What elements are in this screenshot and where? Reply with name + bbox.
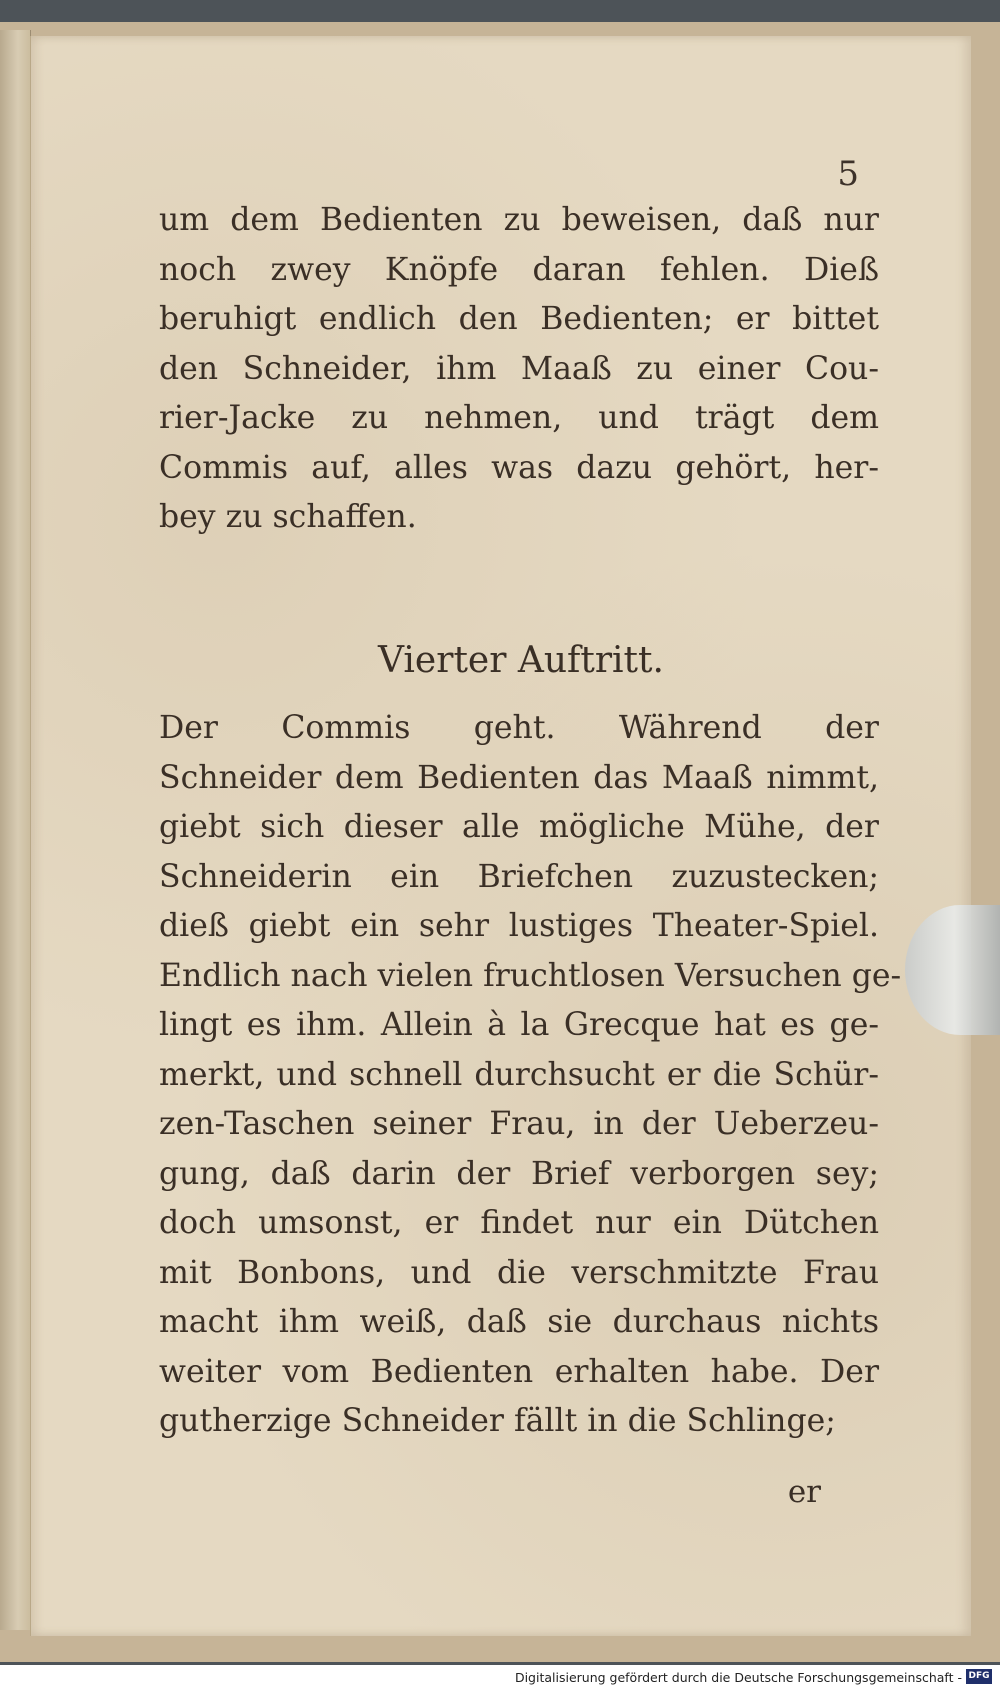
book-page: [30, 36, 971, 1636]
text-line: dieß giebt ein sehr lustiges Theater-Spiel.: [159, 908, 879, 944]
text-line: mit Bonbons, und die verschmitzte Frau: [159, 1254, 879, 1291]
text-line: noch zwey Knöpfe daran fehlen. Dieß: [159, 251, 879, 288]
dfg-logo: DFG: [966, 1669, 992, 1684]
text-line: gung, daß darin der Brief verborgen sey;: [159, 1155, 879, 1192]
text-line: Der Commis geht. Während der: [159, 710, 879, 746]
text-line: weiter vom Bedienten erhalten habe. Der: [159, 1353, 879, 1390]
text-line: macht ihm weiß, daß sie durchaus nichts: [159, 1304, 879, 1340]
text-line: den Schneider, ihm Maaß zu einer Cou-: [159, 350, 879, 387]
text-line: Schneider dem Bedienten das Maaß nimmt,: [159, 759, 879, 796]
scene-paragraph: [159, 704, 902, 1447]
text-line: zen-Taschen seiner Frau, in der Ueberzeu-: [159, 1106, 879, 1142]
text-line: bey zu schaffen.: [159, 499, 417, 535]
text-line: Schneiderin ein Briefchen zuzustecken;: [159, 858, 879, 895]
text-line: beruhigt endlich den Bedienten; er bittet: [159, 301, 879, 337]
text-line: Commis auf, alles was dazu gehört, her-: [159, 449, 879, 486]
page-number: 5: [837, 154, 859, 194]
previous-page-edge: [0, 30, 31, 1630]
catchword: er: [787, 1474, 821, 1510]
text-line: gutherzige Schneider fällt in die Schlinge;: [159, 1403, 836, 1439]
scene-heading: Vierter Auftritt.: [378, 640, 664, 681]
text-line: giebt sich dieser alle mögliche Mühe, der: [159, 809, 879, 845]
paragraph-continuation: [159, 196, 879, 543]
text-line: um dem Bedienten zu beweisen, daß nur: [159, 202, 879, 238]
text-line: lingt es ihm. Allein à la Grecque hat es ge-: [159, 1007, 879, 1043]
text-line: merkt, und schnell durchsucht er die Schür-: [159, 1056, 879, 1093]
text-line: rier-Jacke zu nehmen, und trägt dem: [159, 400, 879, 436]
text-line: Endlich nach vielen fruchtlosen Versuchen ge-: [159, 957, 902, 994]
text-line: doch umsonst, er findet nur ein Dütchen: [159, 1205, 879, 1241]
digitization-credit: Digitalisierung gefördert durch die Deutsche Forschungsgemeinschaft -: [514, 1670, 962, 1685]
